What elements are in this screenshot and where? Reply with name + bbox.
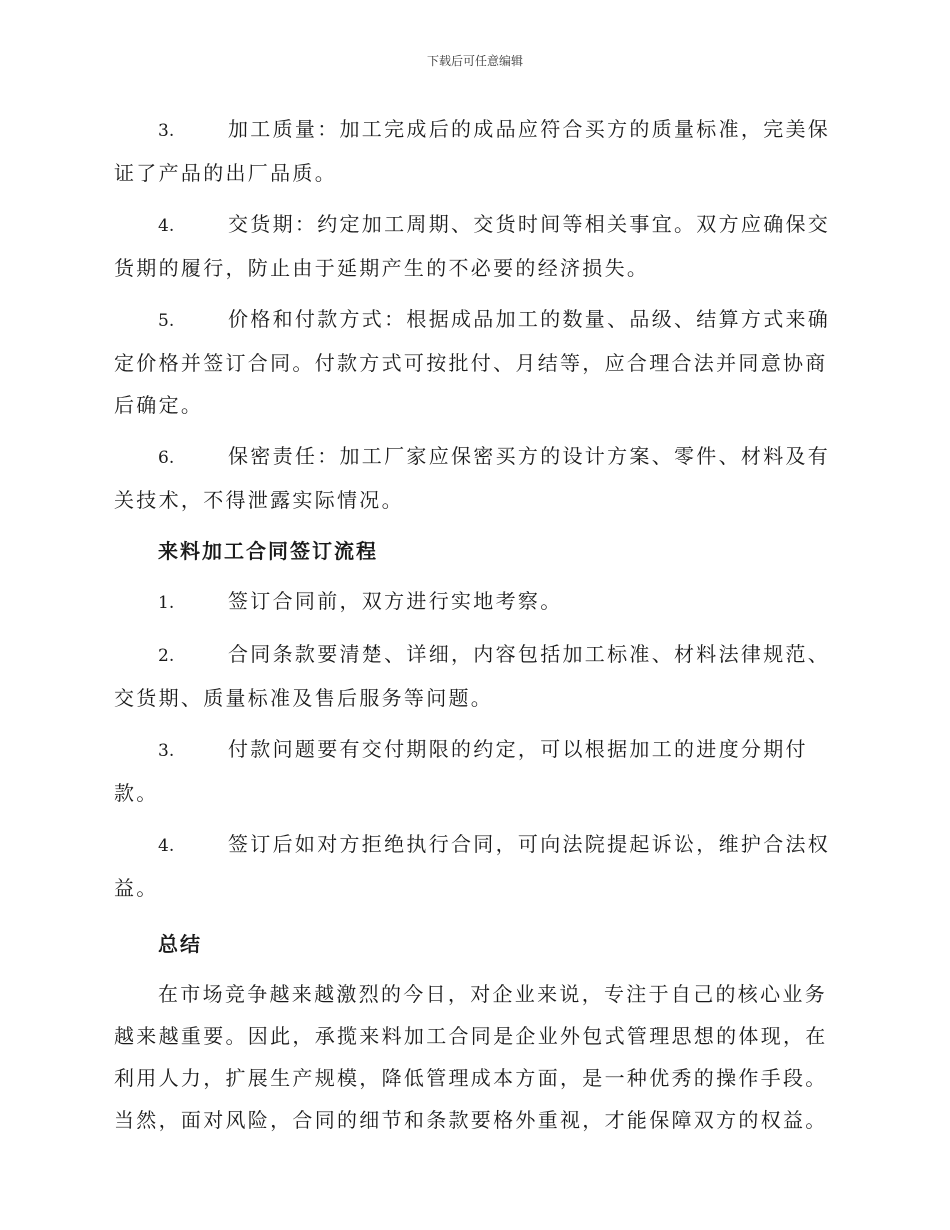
item-text: 交货期：约定加工周期、交货时间等相关事宜。双方应确保交货期的履行，防止由于延期产生的不必要的经济损失。 — [114, 212, 831, 280]
list-item — [114, 435, 834, 521]
item-number: 2. — [158, 646, 175, 666]
item-text: 签订合同前，双方进行实地考察。 — [228, 589, 563, 613]
section-heading: 来料加工合同签订流程 — [158, 539, 378, 563]
page-header: 下载后可任意编辑 — [426, 54, 523, 68]
item-number: 1. — [158, 593, 175, 613]
summary-paragraph: 在市场竞争越来越激烈的今日，对企业来说，专注于自己的核心业务越来越重要。因此，承揽来料加工合同是企业外包式管理思想的体现，在利用人力，扩展生产规模，降低管理成本方面，是一种优秀的操作手段。当然，面对风险，合同的细节和条款要格外重视，才能保障双方的权益。 — [114, 982, 828, 1132]
item-number: 3. — [158, 741, 175, 761]
item-number: 3. — [158, 121, 175, 141]
item-number: 4. — [158, 836, 175, 856]
list-item — [114, 823, 834, 909]
item-text: 保密责任：加工厂家应保密买方的设计方案、零件、材料及有关技术，不得泄露实际情况。 — [114, 444, 831, 512]
list-item — [114, 298, 834, 426]
item-text: 合同条款要清楚、详细，内容包括加工标准、材料法律规范、交货期、质量标准及售后服务等问题。 — [114, 642, 831, 710]
item-text: 加工质量：加工完成后的成品应符合买方的质量标准，完美保证了产品的出厂品质。 — [114, 117, 831, 185]
list-item — [114, 633, 834, 719]
item-number: 5. — [158, 311, 175, 331]
item-number: 4. — [158, 216, 175, 236]
list-item — [114, 580, 834, 624]
item-number: 6. — [158, 448, 175, 468]
list-item — [114, 728, 834, 814]
list-item — [114, 108, 834, 194]
summary-heading: 总结 — [158, 932, 202, 956]
item-text: 付款问题要有交付期限的约定，可以根据加工的进度分期付款。 — [114, 737, 808, 805]
document-body — [114, 108, 834, 1141]
item-text: 价格和付款方式：根据成品加工的数量、品级、结算方式来确定价格并签订合同。付款方式可按批付、月结等，应合理合法并同意协商后确定。 — [114, 307, 831, 417]
list-item — [114, 203, 834, 289]
item-text: 签订后如对方拒绝执行合同，可向法院提起诉讼，维护合法权益。 — [114, 832, 831, 900]
